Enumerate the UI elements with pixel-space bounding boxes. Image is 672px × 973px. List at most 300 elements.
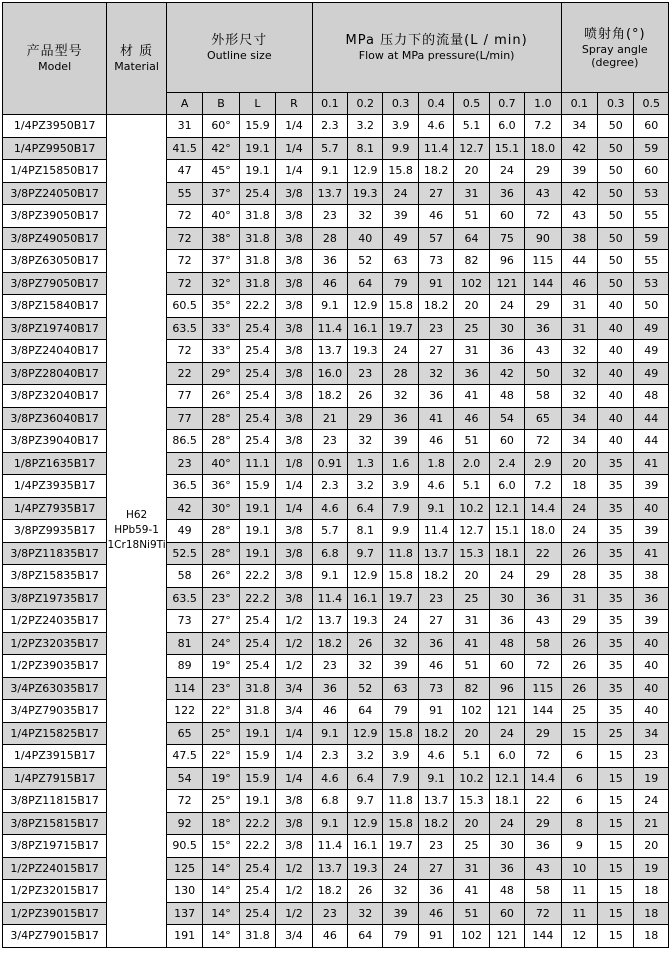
angle-header (561, 3, 668, 93)
model-cell: 3/8PZ11835B17 (3, 542, 107, 565)
table-row (3, 745, 669, 768)
dim-r-cell: 3/8 (276, 182, 312, 205)
model-cell: 1/4PZ7935B17 (3, 497, 107, 520)
dim-l-cell: 25.4 (239, 430, 275, 453)
angle-0-5-cell: 20 (634, 835, 669, 858)
dim-b-cell: 14° (203, 857, 239, 880)
angle-0-1-cell: 39 (561, 160, 597, 183)
angle-0-3-cell: 15 (598, 857, 634, 880)
material-cell (107, 115, 167, 948)
dim-a-cell: 52.5 (166, 542, 202, 565)
flow-1-0-cell: 29 (525, 722, 561, 745)
flow-0-4-cell: 46 (418, 655, 453, 678)
flow-0-4-cell: 18.2 (418, 812, 453, 835)
dim-b-cell: 18° (203, 812, 239, 835)
model-cell: 1/2PZ32035B17 (3, 632, 107, 655)
dim-l-cell: 19.1 (239, 542, 275, 565)
dim-b-cell: 19° (203, 655, 239, 678)
dim-l-cell: 19.1 (239, 520, 275, 543)
angle-0-5-cell: 38 (634, 565, 669, 588)
dim-l-cell: 19.1 (239, 137, 275, 160)
flow-0-5-cell: 82 (454, 250, 489, 273)
angle-0-1-cell: 25 (561, 700, 597, 723)
angle-0-5-cell: 18 (634, 902, 669, 925)
table-row (3, 520, 669, 543)
flow-0-4-cell: 57 (418, 227, 453, 250)
flow-0-4-cell: 23 (418, 587, 453, 610)
dim-r-cell: 3/4 (276, 677, 312, 700)
flow-0-7-cell: 60 (489, 902, 524, 925)
flow-1-0-cell: 115 (525, 677, 561, 700)
flow-0-2-cell: 9.7 (348, 790, 383, 813)
dim-b-cell: 22° (203, 700, 239, 723)
angle-0-1-cell: 34 (561, 430, 597, 453)
flow-0-7-cell: 36 (489, 610, 524, 633)
flow-0-4-cell: 73 (418, 250, 453, 273)
flow-0-2-cell: 12.9 (348, 812, 383, 835)
flow-0-2-cell: 9.7 (348, 542, 383, 565)
angle-0-3-cell: 50 (598, 272, 634, 295)
model-cell: 1/2PZ24015B17 (3, 857, 107, 880)
dim-l-cell: 15.9 (239, 767, 275, 790)
flow-0-3-cell: 63 (383, 677, 418, 700)
flow-0-4-cell: 23 (418, 317, 453, 340)
flow-0-7-cell: 24 (489, 722, 524, 745)
dim-b-cell: 26° (203, 385, 239, 408)
angle-0-3-cell: 35 (598, 655, 634, 678)
table-body (3, 115, 669, 948)
flow-1-0-cell: 144 (525, 700, 561, 723)
flow-col-header: 0.2 (348, 93, 383, 115)
angle-header-zh: 喷射角(°) (583, 26, 646, 42)
flow-col-header: 1.0 (525, 93, 561, 115)
table-row (3, 272, 669, 295)
dim-a-cell: 122 (166, 700, 202, 723)
flow-0-2-cell: 3.2 (348, 115, 383, 138)
dim-b-cell: 19° (203, 767, 239, 790)
angle-0-3-cell: 35 (598, 497, 634, 520)
dim-r-cell: 3/8 (276, 407, 312, 430)
flow-1-0-cell: 58 (525, 880, 561, 903)
dim-l-cell: 22.2 (239, 295, 275, 318)
dim-a-cell: 72 (166, 340, 202, 363)
flow-1-0-cell: 65 (525, 407, 561, 430)
outline-header-en: Outline size (206, 49, 272, 62)
table-row (3, 317, 669, 340)
angle-0-1-cell: 43 (561, 205, 597, 228)
flow-0-1-cell: 46 (312, 272, 347, 295)
flow-0-4-cell: 18.2 (418, 565, 453, 588)
flow-0-3-cell: 9.9 (383, 137, 418, 160)
table-row (3, 475, 669, 498)
dim-b-cell: 37° (203, 250, 239, 273)
flow-0-4-cell: 18.2 (418, 160, 453, 183)
flow-0-7-cell: 36 (489, 857, 524, 880)
angle-0-3-cell: 35 (598, 677, 634, 700)
flow-0-1-cell: 23 (312, 902, 347, 925)
angle-0-5-cell: 18 (634, 880, 669, 903)
angle-0-5-cell: 41 (634, 452, 669, 475)
flow-1-0-cell: 29 (525, 812, 561, 835)
model-cell: 1/4PZ3950B17 (3, 115, 107, 138)
flow-0-4-cell: 46 (418, 902, 453, 925)
outline-header-zh: 外形尺寸 (211, 33, 268, 48)
flow-0-1-cell: 13.7 (312, 610, 347, 633)
model-cell: 3/8PZ36040B17 (3, 407, 107, 430)
angle-0-5-cell: 40 (634, 632, 669, 655)
flow-0-4-cell: 18.2 (418, 722, 453, 745)
flow-0-2-cell: 12.9 (348, 722, 383, 745)
angle-0-1-cell: 18 (561, 475, 597, 498)
flow-0-1-cell: 18.2 (312, 632, 347, 655)
flow-0-2-cell: 16.1 (348, 835, 383, 858)
flow-0-7-cell: 75 (489, 227, 524, 250)
dim-b-cell: 36° (203, 475, 239, 498)
dim-l-cell: 31.8 (239, 700, 275, 723)
flow-0-1-cell: 11.4 (312, 587, 347, 610)
flow-col-header: 0.1 (312, 93, 347, 115)
flow-0-2-cell: 26 (348, 385, 383, 408)
dim-a-cell: 23 (166, 452, 202, 475)
flow-0-1-cell: 5.7 (312, 520, 347, 543)
angle-0-5-cell: 40 (634, 497, 669, 520)
flow-0-3-cell: 7.9 (383, 497, 418, 520)
angle-0-5-cell: 50 (634, 295, 669, 318)
dim-l-cell: 31.8 (239, 925, 275, 948)
flow-0-2-cell: 32 (348, 430, 383, 453)
flow-0-7-cell: 15.1 (489, 520, 524, 543)
flow-0-5-cell: 102 (454, 272, 489, 295)
flow-0-7-cell: 2.4 (489, 452, 524, 475)
flow-1-0-cell: 72 (525, 655, 561, 678)
model-cell: 1/2PZ39015B17 (3, 902, 107, 925)
dim-l-cell: 11.1 (239, 452, 275, 475)
model-cell: 3/8PZ32040B17 (3, 385, 107, 408)
flow-0-2-cell: 64 (348, 272, 383, 295)
dim-r-cell: 3/8 (276, 250, 312, 273)
angle-0-3-cell: 40 (598, 295, 634, 318)
table-row (3, 250, 669, 273)
table-row (3, 722, 669, 745)
flow-0-2-cell: 29 (348, 407, 383, 430)
dim-l-cell: 22.2 (239, 565, 275, 588)
dim-a-cell: 86.5 (166, 430, 202, 453)
angle-0-5-cell: 59 (634, 227, 669, 250)
flow-0-5-cell: 20 (454, 722, 489, 745)
flow-1-0-cell: 22 (525, 790, 561, 813)
flow-0-7-cell: 18.1 (489, 542, 524, 565)
angle-header-en1: Spray angle (581, 42, 648, 56)
dim-a-cell: 73 (166, 610, 202, 633)
flow-0-2-cell: 26 (348, 632, 383, 655)
flow-0-3-cell: 39 (383, 430, 418, 453)
flow-0-3-cell: 19.7 (383, 587, 418, 610)
flow-0-7-cell: 15.1 (489, 137, 524, 160)
angle-0-5-cell: 23 (634, 745, 669, 768)
angle-0-3-cell: 40 (598, 385, 634, 408)
flow-1-0-cell: 7.2 (525, 115, 561, 138)
flow-0-3-cell: 24 (383, 610, 418, 633)
angle-0-5-cell: 41 (634, 542, 669, 565)
dim-l-cell: 25.4 (239, 857, 275, 880)
model-cell: 3/8PZ39050B17 (3, 205, 107, 228)
flow-0-5-cell: 102 (454, 700, 489, 723)
flow-1-0-cell: 22 (525, 542, 561, 565)
flow-0-1-cell: 11.4 (312, 835, 347, 858)
angle-0-1-cell: 11 (561, 880, 597, 903)
flow-0-4-cell: 27 (418, 610, 453, 633)
angle-col-header: 0.5 (634, 93, 669, 115)
table-header (3, 3, 669, 115)
angle-0-3-cell: 35 (598, 520, 634, 543)
flow-0-2-cell: 16.1 (348, 587, 383, 610)
dim-l-cell: 25.4 (239, 632, 275, 655)
dim-l-cell: 25.4 (239, 182, 275, 205)
dim-r-cell: 1/2 (276, 857, 312, 880)
dim-b-cell: 32° (203, 272, 239, 295)
flow-0-4-cell: 1.8 (418, 452, 453, 475)
angle-0-3-cell: 40 (598, 407, 634, 430)
dim-a-cell: 36.5 (166, 475, 202, 498)
flow-0-7-cell: 24 (489, 812, 524, 835)
flow-0-2-cell: 64 (348, 925, 383, 948)
dim-r-cell: 1/2 (276, 902, 312, 925)
angle-0-1-cell: 6 (561, 745, 597, 768)
flow-0-3-cell: 19.7 (383, 317, 418, 340)
flow-0-2-cell: 16.1 (348, 317, 383, 340)
angle-0-1-cell: 32 (561, 340, 597, 363)
flow-0-3-cell: 79 (383, 700, 418, 723)
flow-1-0-cell: 58 (525, 385, 561, 408)
dim-l-cell: 15.9 (239, 475, 275, 498)
dim-r-cell: 3/8 (276, 205, 312, 228)
flow-0-1-cell: 23 (312, 430, 347, 453)
dim-a-cell: 81 (166, 632, 202, 655)
flow-0-5-cell: 20 (454, 295, 489, 318)
angle-0-5-cell: 21 (634, 812, 669, 835)
dim-r-cell: 3/8 (276, 295, 312, 318)
angle-0-1-cell: 12 (561, 925, 597, 948)
angle-0-5-cell: 60 (634, 160, 669, 183)
flow-0-4-cell: 91 (418, 700, 453, 723)
flow-0-1-cell: 11.4 (312, 317, 347, 340)
dim-b-cell: 28° (203, 542, 239, 565)
dim-l-cell: 22.2 (239, 835, 275, 858)
dim-a-cell: 72 (166, 227, 202, 250)
flow-1-0-cell: 2.9 (525, 452, 561, 475)
flow-1-0-cell: 18.0 (525, 137, 561, 160)
dim-l-cell: 19.1 (239, 722, 275, 745)
flow-0-5-cell: 12.7 (454, 137, 489, 160)
flow-0-1-cell: 9.1 (312, 295, 347, 318)
angle-0-1-cell: 10 (561, 857, 597, 880)
flow-0-2-cell: 3.2 (348, 745, 383, 768)
model-cell: 1/4PZ9950B17 (3, 137, 107, 160)
flow-0-4-cell: 27 (418, 182, 453, 205)
angle-0-5-cell: 39 (634, 610, 669, 633)
table-row (3, 880, 669, 903)
dim-a-cell: 55 (166, 182, 202, 205)
model-cell: 1/8PZ1635B17 (3, 452, 107, 475)
model-cell: 3/8PZ15840B17 (3, 295, 107, 318)
angle-0-3-cell: 40 (598, 317, 634, 340)
angle-0-5-cell: 36 (634, 587, 669, 610)
flow-0-7-cell: 6.0 (489, 475, 524, 498)
flow-0-2-cell: 6.4 (348, 497, 383, 520)
angle-0-3-cell: 15 (598, 812, 634, 835)
flow-header-en: Flow at MPa pressure(L/min) (358, 49, 515, 62)
table-row (3, 677, 669, 700)
flow-0-7-cell: 48 (489, 880, 524, 903)
dim-l-cell: 19.1 (239, 160, 275, 183)
spray-nozzle-spec-table (2, 2, 669, 948)
flow-1-0-cell: 144 (525, 925, 561, 948)
angle-0-3-cell: 50 (598, 250, 634, 273)
flow-0-1-cell: 4.6 (312, 497, 347, 520)
flow-0-5-cell: 25 (454, 317, 489, 340)
angle-0-5-cell: 40 (634, 700, 669, 723)
flow-0-7-cell: 60 (489, 655, 524, 678)
flow-0-1-cell: 18.2 (312, 385, 347, 408)
flow-0-3-cell: 9.9 (383, 520, 418, 543)
flow-0-3-cell: 3.9 (383, 115, 418, 138)
dim-r-cell: 1/2 (276, 632, 312, 655)
flow-0-7-cell: 12.1 (489, 767, 524, 790)
angle-0-1-cell: 31 (561, 587, 597, 610)
material-line: HPb59-1 (114, 524, 159, 537)
table-row (3, 902, 669, 925)
flow-0-2-cell: 32 (348, 655, 383, 678)
flow-0-7-cell: 30 (489, 587, 524, 610)
table-row (3, 587, 669, 610)
material-line: 1Cr18Ni9Ti (107, 539, 166, 552)
angle-0-3-cell: 15 (598, 767, 634, 790)
dim-a-cell: 22 (166, 362, 202, 385)
dim-a-cell: 89 (166, 655, 202, 678)
angle-0-5-cell: 48 (634, 385, 669, 408)
flow-0-5-cell: 46 (454, 407, 489, 430)
flow-1-0-cell: 14.4 (525, 767, 561, 790)
flow-0-7-cell: 30 (489, 317, 524, 340)
dim-a-cell: 92 (166, 812, 202, 835)
dim-r-cell: 1/2 (276, 880, 312, 903)
model-cell: 3/8PZ11815B17 (3, 790, 107, 813)
flow-0-5-cell: 51 (454, 655, 489, 678)
dim-a-cell: 42 (166, 497, 202, 520)
dim-b-cell: 38° (203, 227, 239, 250)
angle-0-3-cell: 50 (598, 182, 634, 205)
flow-0-2-cell: 26 (348, 880, 383, 903)
table-row (3, 385, 669, 408)
angle-0-3-cell: 50 (598, 205, 634, 228)
flow-0-3-cell: 36 (383, 407, 418, 430)
angle-0-1-cell: 26 (561, 632, 597, 655)
flow-0-3-cell: 24 (383, 340, 418, 363)
flow-0-5-cell: 31 (454, 857, 489, 880)
flow-0-1-cell: 36 (312, 250, 347, 273)
dim-b-cell: 23° (203, 677, 239, 700)
flow-0-1-cell: 21 (312, 407, 347, 430)
flow-0-2-cell: 19.3 (348, 857, 383, 880)
flow-0-5-cell: 41 (454, 385, 489, 408)
angle-0-1-cell: 26 (561, 677, 597, 700)
dim-r-cell: 1/2 (276, 610, 312, 633)
flow-1-0-cell: 72 (525, 205, 561, 228)
dim-b-cell: 33° (203, 317, 239, 340)
flow-1-0-cell: 29 (525, 160, 561, 183)
flow-0-3-cell: 3.9 (383, 475, 418, 498)
model-cell: 3/8PZ19715B17 (3, 835, 107, 858)
dim-l-cell: 25.4 (239, 655, 275, 678)
flow-0-3-cell: 15.8 (383, 812, 418, 835)
dim-r-cell: 3/8 (276, 587, 312, 610)
material-header-zh: 材 质 (120, 44, 154, 59)
flow-0-2-cell: 12.9 (348, 160, 383, 183)
flow-0-7-cell: 48 (489, 632, 524, 655)
angle-0-3-cell: 35 (598, 565, 634, 588)
dim-l-cell: 25.4 (239, 385, 275, 408)
model-cell: 1/4PZ7915B17 (3, 767, 107, 790)
dim-a-cell: 49 (166, 520, 202, 543)
angle-0-5-cell: 53 (634, 272, 669, 295)
material-header (107, 3, 167, 115)
flow-0-7-cell: 12.1 (489, 497, 524, 520)
angle-0-1-cell: 46 (561, 272, 597, 295)
angle-col-header: 0.3 (598, 93, 634, 115)
dim-b-cell: 23° (203, 587, 239, 610)
table-row (3, 925, 669, 948)
dim-a-cell: 114 (166, 677, 202, 700)
angle-0-3-cell: 15 (598, 790, 634, 813)
flow-0-7-cell: 60 (489, 205, 524, 228)
dim-r-cell: 3/8 (276, 835, 312, 858)
flow-1-0-cell: 72 (525, 745, 561, 768)
dim-a-cell: 125 (166, 857, 202, 880)
angle-0-1-cell: 32 (561, 362, 597, 385)
flow-0-7-cell: 121 (489, 272, 524, 295)
flow-0-4-cell: 36 (418, 632, 453, 655)
model-cell: 3/8PZ15835B17 (3, 565, 107, 588)
dim-r-cell: 3/8 (276, 272, 312, 295)
flow-0-2-cell: 8.1 (348, 520, 383, 543)
model-cell: 3/4PZ79035B17 (3, 700, 107, 723)
outline-col-header: A (166, 93, 202, 115)
model-cell: 1/4PZ3915B17 (3, 745, 107, 768)
flow-col-header: 0.4 (418, 93, 453, 115)
model-cell: 3/8PZ49050B17 (3, 227, 107, 250)
flow-0-7-cell: 24 (489, 160, 524, 183)
dim-b-cell: 28° (203, 430, 239, 453)
flow-0-1-cell: 9.1 (312, 722, 347, 745)
flow-1-0-cell: 90 (525, 227, 561, 250)
model-cell: 3/8PZ24050B17 (3, 182, 107, 205)
angle-0-3-cell: 35 (598, 452, 634, 475)
flow-0-1-cell: 6.8 (312, 542, 347, 565)
flow-0-4-cell: 46 (418, 205, 453, 228)
flow-0-5-cell: 64 (454, 227, 489, 250)
model-cell: 3/8PZ24040B17 (3, 340, 107, 363)
dim-b-cell: 15° (203, 835, 239, 858)
dim-r-cell: 3/8 (276, 520, 312, 543)
material-header-en: Material (114, 60, 159, 73)
dim-r-cell: 3/8 (276, 340, 312, 363)
model-cell: 3/8PZ63050B17 (3, 250, 107, 273)
angle-0-3-cell: 15 (598, 925, 634, 948)
model-cell: 3/8PZ19740B17 (3, 317, 107, 340)
dim-r-cell: 3/8 (276, 790, 312, 813)
dim-b-cell: 35° (203, 295, 239, 318)
flow-0-3-cell: 24 (383, 857, 418, 880)
